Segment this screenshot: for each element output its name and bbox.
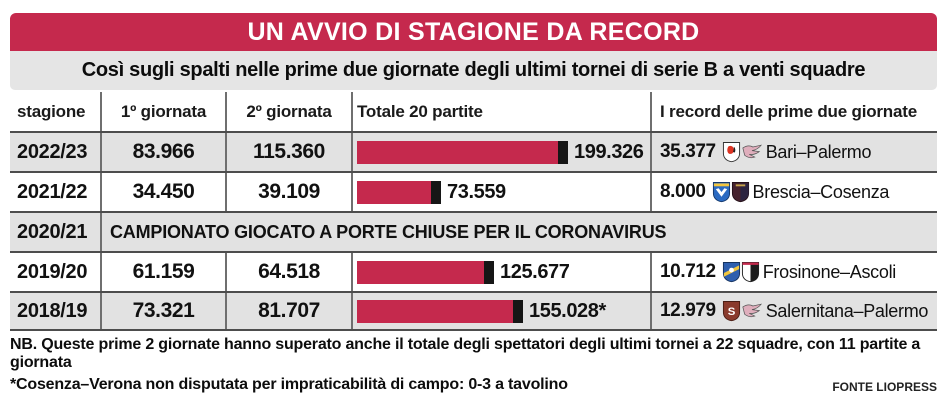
total-cell — [353, 253, 652, 291]
frosinone-crest-icon — [722, 261, 741, 283]
total-cell — [353, 133, 652, 171]
table-row — [10, 131, 937, 171]
record-match: Bari–Palermo — [765, 141, 872, 162]
record-attendance: 8.000 — [660, 181, 706, 202]
club-crests — [722, 261, 760, 283]
title-bar — [10, 13, 937, 51]
record-cell — [652, 173, 937, 211]
table-row-closed-doors — [10, 211, 937, 251]
bar-fill — [357, 300, 513, 323]
total-cell — [353, 173, 652, 211]
bar-end-cap — [558, 141, 568, 164]
bar-fill — [357, 181, 431, 204]
season-cell: 2018/19 — [10, 293, 102, 329]
table-row — [10, 171, 937, 211]
total-bar — [357, 181, 650, 204]
record-attendance: 10.712 — [660, 261, 716, 282]
record-match: Brescia–Cosenza — [752, 181, 890, 202]
col-header-season: stagione — [10, 92, 102, 131]
nb-label: NB. — [10, 336, 37, 353]
closed-doors-note: CAMPIONATO GIOCATO A PORTE CHIUSE PER IL CORONAVIRUS — [110, 221, 667, 242]
salernitana-crest-icon — [722, 300, 741, 322]
record-cell — [652, 293, 937, 329]
total-value-label: 125.677 — [500, 260, 570, 283]
palermo-eagle-icon — [741, 143, 763, 162]
table-row — [10, 251, 937, 291]
subtitle-bar — [10, 51, 937, 90]
season-cell: 2019/20 — [10, 253, 102, 291]
season-cell: 2020/21 — [10, 213, 102, 251]
club-crests — [722, 300, 763, 322]
total-bar — [357, 261, 650, 284]
record-cell — [652, 133, 937, 171]
bar-end-cap — [484, 261, 494, 284]
record-match: Salernitana–Palermo — [765, 300, 929, 321]
col-header-record: I record delle prime due giornate — [660, 101, 917, 121]
club-crests — [712, 181, 750, 203]
ascoli-crest-icon — [741, 261, 760, 283]
nb-text: Queste prime 2 giornate hanno superato anche il totale degli spettatori degli ultimi tornei a 22 squadre, con 11 partite a giornata — [10, 336, 921, 371]
total-value-label: 199.326 — [574, 140, 644, 163]
record-cell — [652, 253, 937, 291]
season-cell: 2021/22 — [10, 173, 102, 211]
bar-fill — [357, 261, 484, 284]
matchday2-cell: 81.707 — [227, 293, 353, 329]
attendance-table — [10, 92, 937, 331]
matchday1-cell: 73.321 — [102, 293, 227, 329]
matchday1-cell: 34.450 — [102, 173, 227, 211]
table-row — [10, 291, 937, 331]
bar-fill — [357, 141, 558, 164]
nb-note — [10, 336, 937, 372]
season-cell: 2022/23 — [10, 133, 102, 171]
total-bar — [357, 141, 650, 164]
brescia-crest-icon — [712, 181, 731, 203]
footnotes — [10, 336, 937, 394]
bari-crest-icon — [722, 141, 741, 163]
svg-text:S: S — [727, 305, 736, 318]
matchday2-cell: 115.360 — [227, 133, 353, 171]
club-crests — [722, 141, 763, 163]
total-value-label: 155.028* — [529, 299, 606, 322]
source-credit: FONTE LIOPRESS — [832, 380, 937, 394]
col-header-matchday2: 2º giornata — [227, 92, 353, 131]
bar-end-cap — [431, 181, 441, 204]
page-subtitle: Così sugli spalti nelle prime due giornate degli ultimi tornei di serie B a venti squadre — [81, 59, 866, 81]
record-attendance: 12.979 — [660, 300, 716, 321]
page-title: UN AVVIO DI STAGIONE DA RECORD — [247, 17, 700, 46]
total-value-label: 73.559 — [447, 180, 506, 203]
matchday1-cell: 61.159 — [102, 253, 227, 291]
matchday1-cell: 83.966 — [102, 133, 227, 171]
bar-end-cap — [513, 300, 523, 323]
palermo-eagle-icon — [741, 302, 763, 321]
col-header-total: Totale 20 partite — [353, 92, 652, 131]
matchday2-cell: 39.109 — [227, 173, 353, 211]
col-header-matchday1: 1º giornata — [102, 92, 227, 131]
matchday2-cell: 64.518 — [227, 253, 353, 291]
record-match: Frosinone–Ascoli — [762, 261, 896, 282]
total-bar — [357, 300, 650, 323]
table-header-row — [10, 92, 937, 131]
cosenza-crest-icon — [731, 181, 750, 203]
asterisk-note: *Cosenza–Verona non disputata per impraticabilità di campo: 0-3 a tavolino — [10, 376, 568, 393]
record-attendance: 35.377 — [660, 141, 716, 162]
total-cell — [353, 293, 652, 329]
